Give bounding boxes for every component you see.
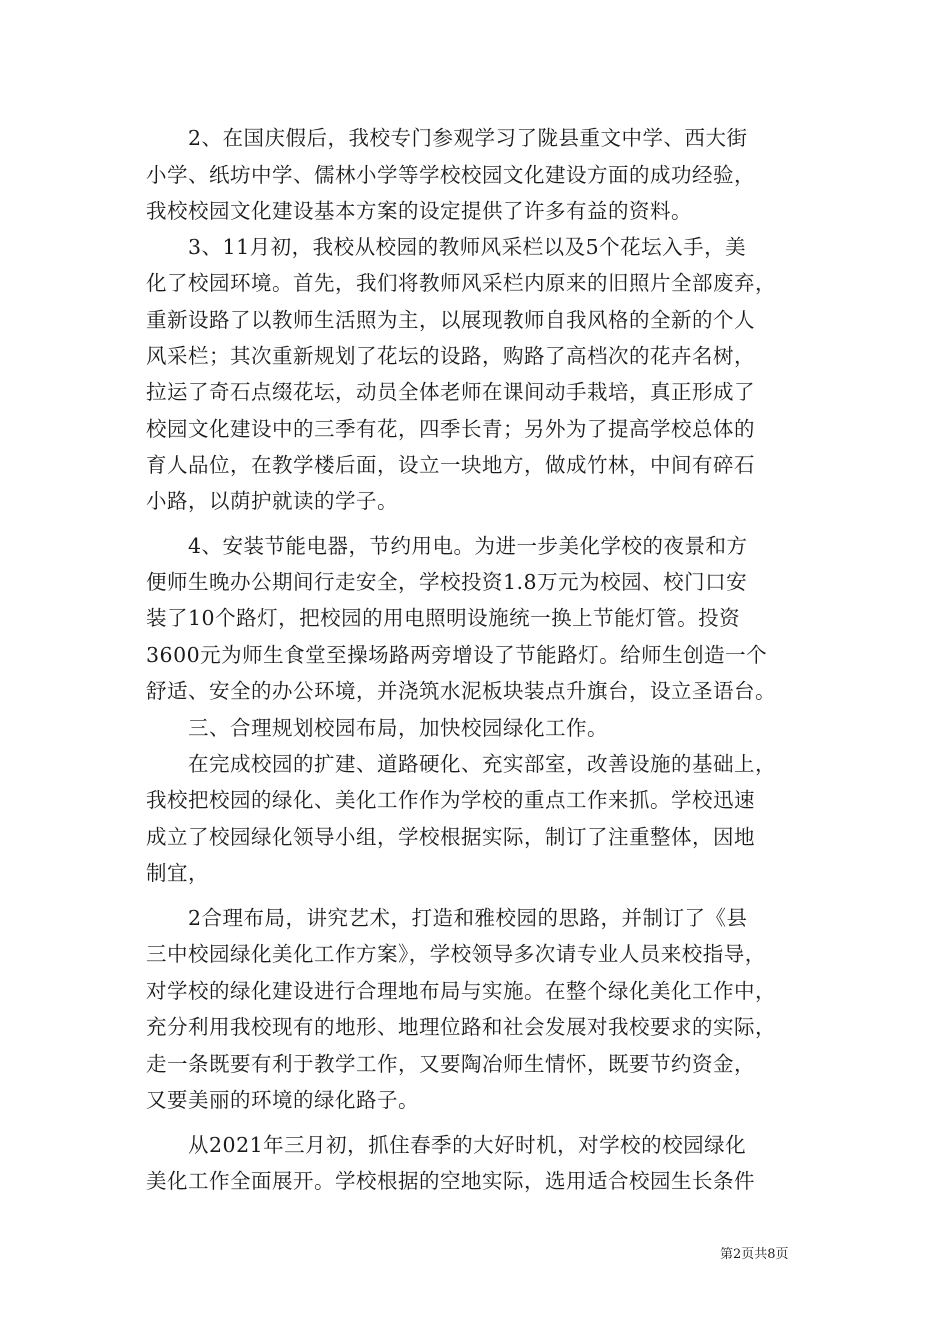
body-text-line: 美化工作全面展开。学校根据的空地实际，选用适合校园生长条件 [146, 1169, 755, 1193]
body-text-line: 3600元为师生食堂至操场路两旁增设了节能路灯。给师生创造一个 [146, 643, 768, 667]
body-text-line: 充分利用我校现有的地形、地理位路和社会发展对我校要求的实际， [146, 1015, 776, 1039]
section-heading: 三、合理规划校园布局，加快校园绿化工作。 [146, 716, 608, 740]
body-text-line: 舒适、安全的办公环境，并浇筑水泥板块装点升旗台，设立圣语台。 [146, 679, 776, 703]
body-text-line: 走一条既要有利于教学工作，又要陶冶师生情怀，既要节约资金， [146, 1052, 755, 1076]
body-text-line: 小学、纸坊中学、儒林小学等学校校园文化建设方面的成功经验， [146, 163, 755, 187]
body-text-line: 3、11月初，我校从校园的教师风采栏以及5个花坛入手，美 [146, 235, 747, 259]
body-text-line: 我校把校园的绿化、美化工作作为学校的重点工作来抓。学校迅速 [146, 788, 755, 812]
body-text-line: 重新设路了以教师生活照为主，以展现教师自我风格的全新的个人 [146, 308, 755, 332]
body-text-line: 育人品位，在教学楼后面，设立一块地方，做成竹林，中间有碎石 [146, 453, 755, 477]
body-text-line: 4、安装节能电器，节约用电。为进一步美化学校的夜景和方 [146, 534, 748, 558]
body-text-line: 2、在国庆假后，我校专门参观学习了陇县重文中学、西大街 [146, 126, 748, 150]
page-number: 第2页共8页 [720, 1247, 789, 1262]
body-text-line: 制宜， [146, 861, 209, 885]
body-text-line: 便师生晚办公期间行走安全，学校投资1.8万元为校园、校门口安 [146, 570, 748, 594]
body-text-line: 装了10个路灯，把校园的用电照明设施统一换上节能灯管。投资 [146, 606, 741, 630]
body-text-line: 从2021年三月初，抓住春季的大好时机，对学校的校园绿化 [146, 1133, 747, 1157]
body-text-line: 化了校园环境。首先，我们将教师风采栏内原来的旧照片全部废弃， [146, 271, 776, 295]
body-text-line: 成立了校园绿化领导小组，学校根据实际，制订了注重整体，因地 [146, 825, 755, 849]
body-text-line: 拉运了奇石点缀花坛，动员全体老师在课间动手栽培，真正形成了 [146, 380, 755, 404]
body-text-line: 又要美丽的环境的绿化路子。 [146, 1088, 419, 1112]
body-text-line: 三中校园绿化美化工作方案》，学校领导多次请专业人员来校指导， [146, 942, 766, 966]
body-text-line: 我校校园文化建设基本方案的设定提供了许多有益的资料。 [146, 199, 692, 223]
body-text-line: 小路，以荫护就读的学子。 [146, 489, 398, 513]
body-text-line: 2合理布局，讲究艺术，打造和雅校园的思路，并制订了《县 [146, 906, 748, 930]
body-text-line: 对学校的绿化建设进行合理地布局与实施。在整个绿化美化工作中， [146, 979, 776, 1003]
body-text-line: 风采栏；其次重新规划了花坛的设路，购路了高档次的花卉名树， [146, 344, 755, 368]
body-text-line: 校园文化建设中的三季有花，四季长青；另外为了提高学校总体的 [146, 417, 755, 441]
body-text-line: 在完成校园的扩建、道路硬化、充实部室，改善设施的基础上， [146, 752, 776, 776]
